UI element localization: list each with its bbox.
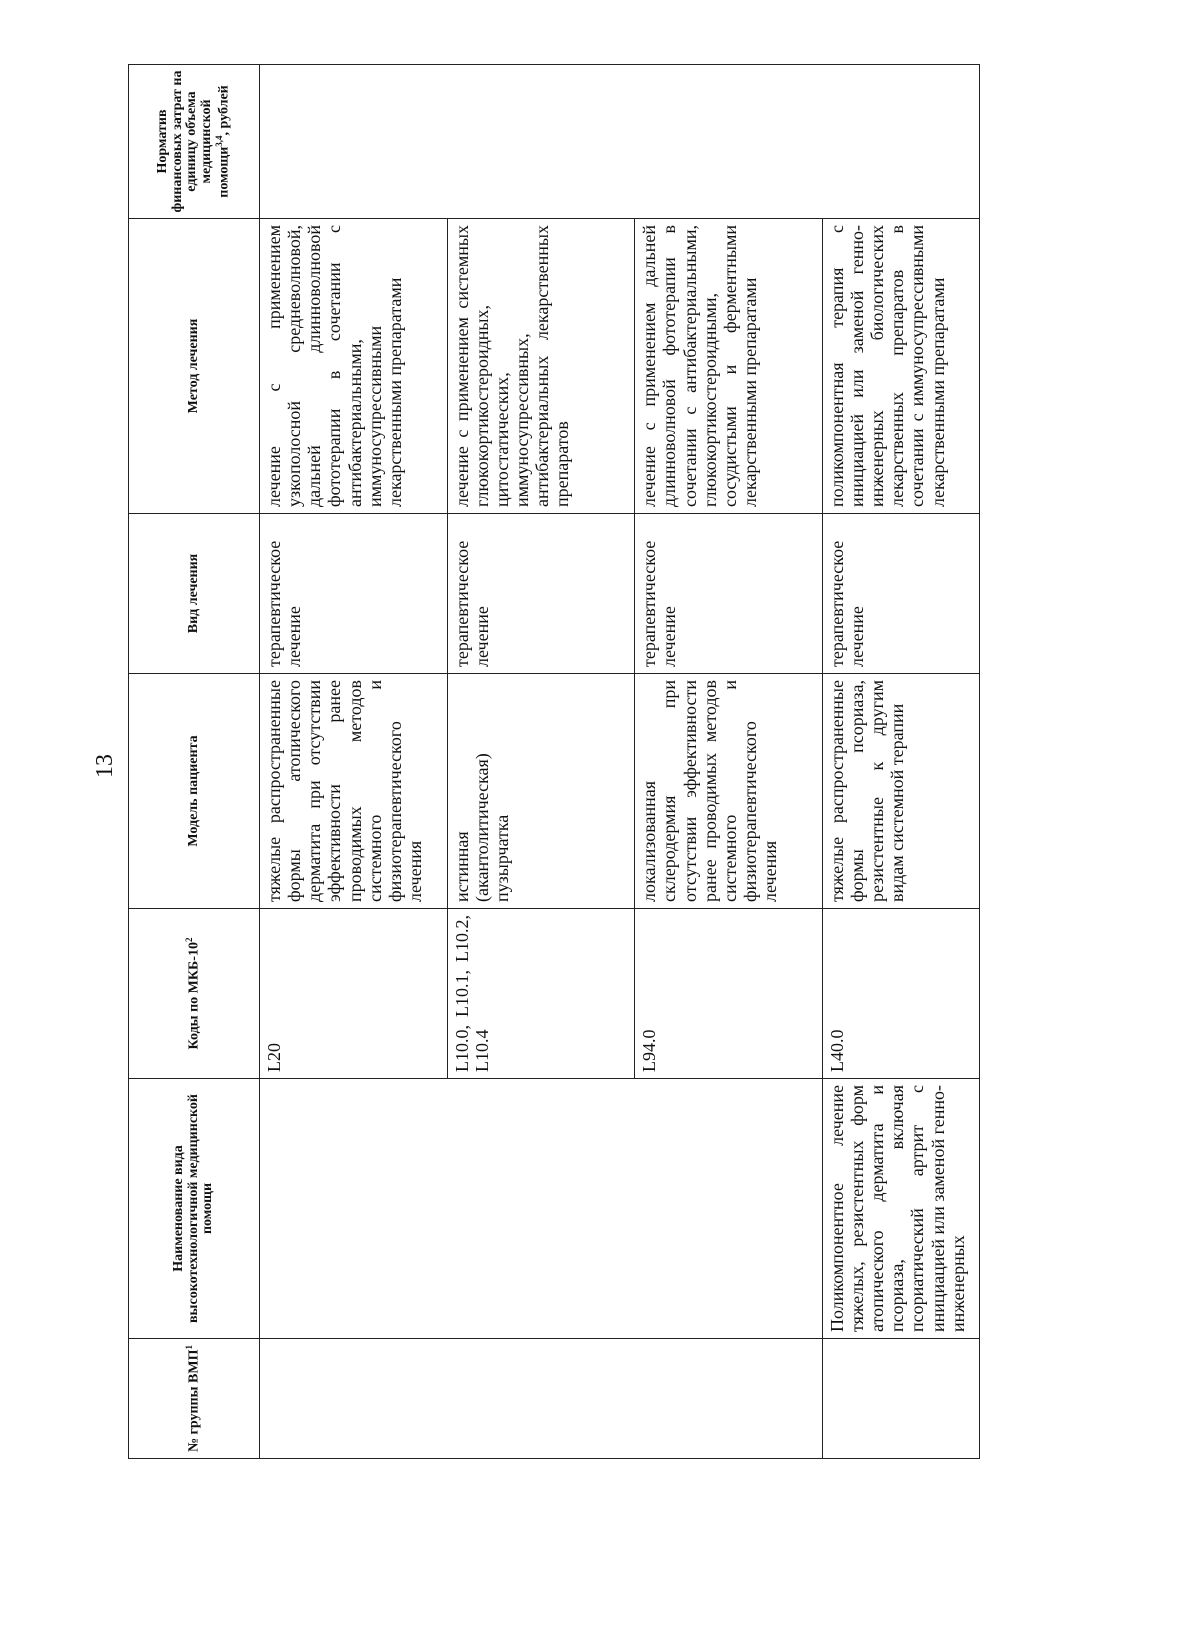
vmp-table	[128, 64, 980, 1459]
cell-codes: L40.0	[822, 909, 979, 1079]
header-row	[129, 65, 260, 1459]
cell-name: Поликомпонентное лечение тяжелых, резистентных форм атопического дерматита и псориаза, включая псориатический артрит с инициацией или заменой генно-инженерных	[822, 1079, 979, 1339]
cell-method: лечение с применением узкополосной средневолновой, дальней длинноволновой фототерапии в сочетании с антибактериальными, иммуносупрессивными лекарственными препаратами	[260, 219, 448, 514]
header-norm: Норматив финансовых затрат на единицу объема медицинской помощи$^{3,4}$, рублей	[129, 65, 260, 219]
cell-model: истинная (акантолитическая) пузырчатка	[447, 674, 635, 909]
header-codes: Коды по МКБ-$10^2$	[129, 909, 260, 1079]
table-row	[260, 65, 448, 1459]
header-method: Метод лечения	[129, 219, 260, 514]
cell-method: лечение с применением системных глюкокортикостероидных, цитостатических, иммуносупрессивных, антибактериальных лекарственных препаратов	[447, 219, 635, 514]
table-row	[822, 65, 979, 1459]
cell-codes: L20	[260, 909, 448, 1079]
header-vid: Вид лечения	[129, 514, 260, 674]
cell-method: поликомпонентная терапия с инициацией или заменой генно-инженерных биологических лекарственных препаратов в сочетании с иммуносупрессивными лекарственными препаратами	[822, 219, 979, 514]
header-model: Модель пациента	[129, 674, 260, 909]
cell-num	[822, 1339, 979, 1459]
header-num: № группы ВМП$^1$	[129, 1339, 260, 1459]
cell-vid: терапевтическое лечение	[260, 514, 448, 674]
cell-vid: терапевтическое лечение	[822, 514, 979, 674]
cell-name	[260, 1079, 823, 1339]
page-number: 13	[92, 754, 118, 778]
cell-model: локализованная склеродермия при отсутствии эффективности ранее проводимых методов системного и физиотерапевтического лечения	[635, 674, 823, 909]
cell-vid: терапевтическое лечение	[447, 514, 635, 674]
cell-num	[260, 1339, 823, 1459]
cell-codes: L94.0	[635, 909, 823, 1079]
cell-model: тяжелые распространенные формы атопического дерматита при отсутствии эффективности ранее проводимых методов системного и физиотерапевтического лечения	[260, 674, 448, 909]
cell-model: тяжелые распространенные формы псориаза, резистентные к другим видам системной терапии	[822, 674, 979, 909]
header-name: Наименование вида высокотехнологичной медицинской помощи	[129, 1079, 260, 1339]
cell-vid: терапевтическое лечение	[635, 514, 823, 674]
rotated-table-container	[128, 65, 980, 1459]
cell-norm	[260, 65, 980, 219]
cell-method: лечение с применением дальней длинноволновой фототерапии в сочетании с антибактериальными, глюкокортикостероидными, сосудистыми и ферментными лекарственными препаратами	[635, 219, 823, 514]
cell-codes: L10.0, L10.1, L10.2, L10.4	[447, 909, 635, 1079]
